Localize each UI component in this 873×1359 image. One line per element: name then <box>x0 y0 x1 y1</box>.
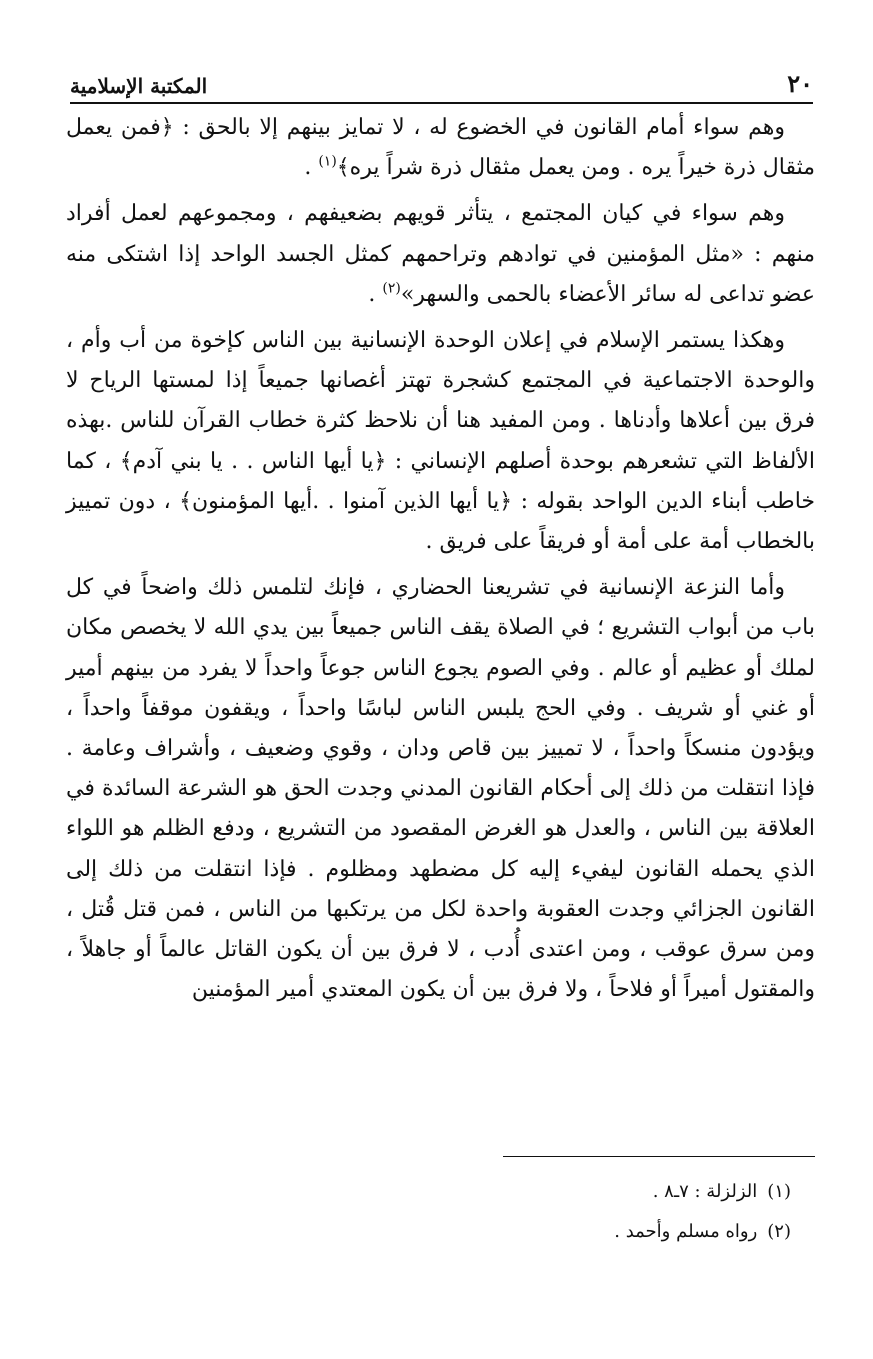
footnotes <box>66 1172 791 1252</box>
footnote-1 <box>66 1172 791 1212</box>
paragraph-2-tail: . <box>368 281 383 307</box>
paragraph-1-text: وهم سواء أمام القانون في الخضوع له ، لا تمايز بينهم إلا بالحق : ﴿فمن يعمل مثقال ذرة خيراً يره . ومن يعمل مثقال ذرة شراً يره﴾ <box>66 115 815 181</box>
paragraph-3 <box>66 321 815 562</box>
paragraph-1-tail: . <box>304 155 319 181</box>
running-title: المكتبة الإسلامية <box>70 74 208 98</box>
paragraph-2-text: وهم سواء في كيان المجتمع ، يتأثر قويهم بضعيفهم ، ومجموعهم لعمل أفراد منهم : «مثل المؤمنين في توادهم وتراحمهم كمثل الجسد الواحد إذا اشتكى منه عضو تداعى له سائر الأعضاء بالحمى والسهر» <box>66 201 815 307</box>
footnote-2-number: (٢) <box>767 1221 791 1242</box>
footnote-1-number: (١) <box>767 1181 791 1202</box>
page-number: ٢٠ <box>787 69 813 98</box>
paragraph-1 <box>66 108 815 188</box>
paragraph-4 <box>66 568 815 1010</box>
paragraph-4-text: وأما النزعة الإنسانية في تشريعنا الحضاري ، فإنك لتلمس ذلك واضحاً في كل باب من أبواب التشريع ؛ في الصلاة يقف الناس جميعاً بين يدي الله لا يخصص مكان لملك أو عظيم أو عالم . وفي الصوم يجوع الناس جوعاً واحداً لا يفرد من بينهم أمير أو غني أو شريف . وفي الحج يلبس الناس لباسًا واحداً ، ويقفون موقفاً واحداً ، ويؤدون منسكاً واحداً ، لا تمييز بين قاص ودان ، وقوي وضعيف ، وأشراف وعامة . فإذا انتقلت من ذلك إلى أحكام القانون المدني وجدت الحق هو الشرعة السائدة في العلاقة بين الناس ، والعدل هو الغرض المقصود من التشريع ، ودفع الظلم هو اللواء الذي يحمله القانون ليفيء إليه كل مضطهد ومظلوم . فإذا انتقلت من ذلك إلى القانون الجزائي وجدت العقوبة واحدة لكل من يرتكبها من الناس ، فمن قتل قُتل ، ومن سرق عوقب ، ومن اعتدى أُدب ، لا فرق بين أن يكون القاتل عالماً أو جاهلاً ، والمقتول أميراً أو فلاحاً ، ولا فرق بين أن يكون المعتدي أمير المؤمنين <box>66 575 815 1003</box>
footnote-2 <box>66 1212 791 1252</box>
footnote-ref-2: (٢) <box>382 280 401 297</box>
footnote-1-text: الزلزلة : ٧ـ٨ . <box>652 1181 758 1202</box>
footnote-2-text: رواه مسلم وأحمد . <box>614 1221 758 1242</box>
paragraph-2 <box>66 194 815 315</box>
footnote-divider <box>503 1156 815 1157</box>
paragraph-3-text: وهكذا يستمر الإسلام في إعلان الوحدة الإنسانية بين الناس كإخوة من أب وأم ، والوحدة الاجتماعية في المجتمع كشجرة تهتز أغصانها جميعاً إذا لمستها الرياح لا فرق بين أعلاها وأدناها . ومن المفيد هنا أن نلاحظ كثرة خطاب القرآن للناس .بهذه الألفاظ التي تشعرهم بوحدة أصلهم الإنساني : ﴿يا أيها الناس . . يا بني آدم﴾ ، كما خاطب أبناء الدين الواحد بقوله : ﴿يا أيها الذين آمنوا . .أيها المؤمنون﴾ ، دون تمييز بالخطاب أمة على أمة أو فريقاً على فريق . <box>66 328 815 555</box>
body-text <box>66 108 815 1016</box>
page-header <box>70 58 813 104</box>
footnote-ref-1: (١) <box>318 153 337 170</box>
